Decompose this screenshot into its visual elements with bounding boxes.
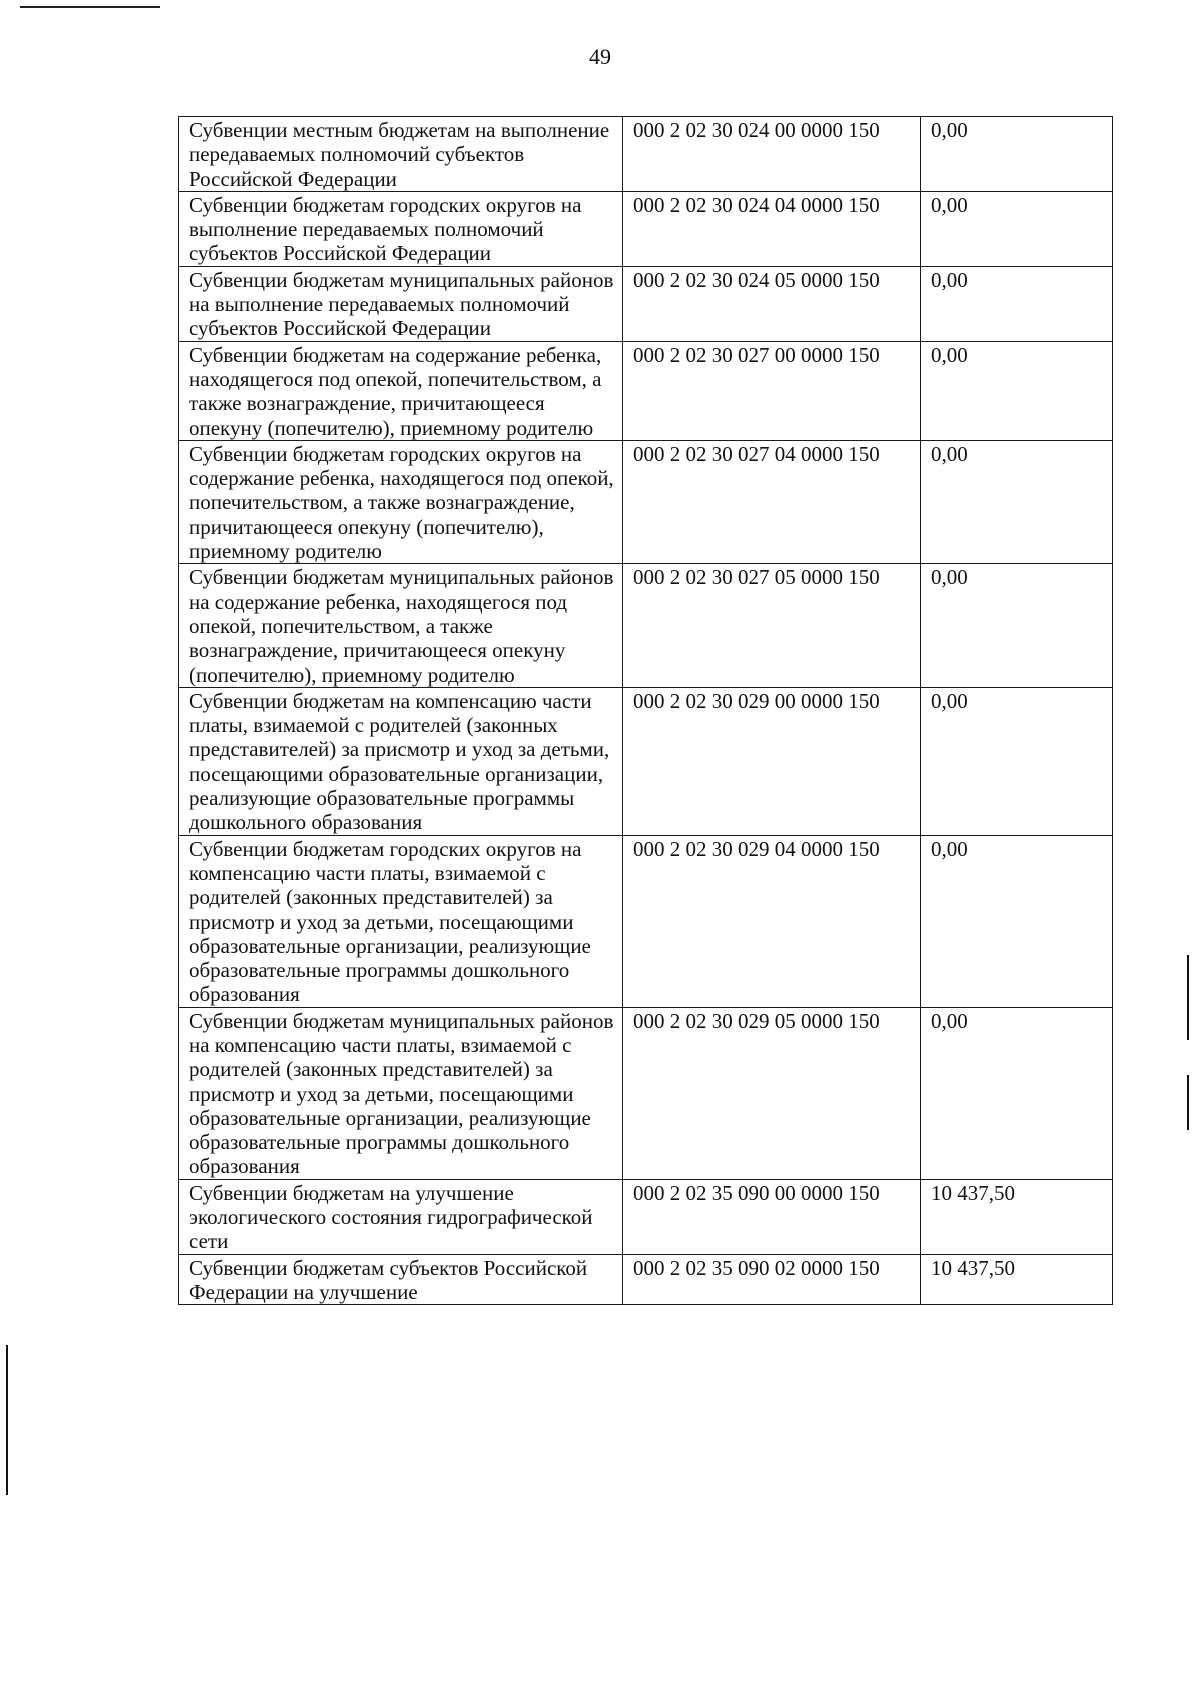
budget-code-cell: 000 2 02 30 024 05 0000 150 — [623, 266, 921, 341]
income-name-cell: Субвенции местным бюджетам на выполнение передаваемых полномочий субъектов Российской Федерации — [179, 117, 623, 192]
amount-cell: 0,00 — [921, 564, 1113, 687]
table-row — [179, 266, 1113, 341]
amount-cell: 0,00 — [921, 117, 1113, 192]
table-row — [179, 687, 1113, 835]
income-name-cell: Субвенции бюджетам на улучшение экологического состояния гидрографической сети — [179, 1179, 623, 1254]
budget-code-cell: 000 2 02 30 029 05 0000 150 — [623, 1007, 921, 1179]
income-name-cell: Субвенции бюджетам муниципальных районов на выполнение передаваемых полномочий субъектов Российской Федерации — [179, 266, 623, 341]
budget-code-cell: 000 2 02 30 027 05 0000 150 — [623, 564, 921, 687]
scan-artifact-line — [1187, 1075, 1189, 1130]
amount-cell: 0,00 — [921, 191, 1113, 266]
amount-cell: 10 437,50 — [921, 1254, 1113, 1305]
scan-artifact-line — [1187, 955, 1189, 1040]
table-row — [179, 1254, 1113, 1305]
income-name-cell: Субвенции бюджетам муниципальных районов на содержание ребенка, находящегося под опекой, попечительством, а также вознаграждение, причитающееся опекуну (попечителю), приемному родителю — [179, 564, 623, 687]
scan-artifact-line — [20, 6, 160, 8]
amount-cell: 10 437,50 — [921, 1179, 1113, 1254]
table-row — [179, 117, 1113, 192]
amount-cell: 0,00 — [921, 1007, 1113, 1179]
budget-code-cell: 000 2 02 30 024 00 0000 150 — [623, 117, 921, 192]
budget-code-cell: 000 2 02 35 090 02 0000 150 — [623, 1254, 921, 1305]
income-name-cell: Субвенции бюджетам на компенсацию части платы, взимаемой с родителей (законных представителей) за присмотр и уход за детьми, посещающими образовательные организации, реализующие образовательные программы дошкольного образования — [179, 687, 623, 835]
table-row — [179, 440, 1113, 563]
amount-cell: 0,00 — [921, 341, 1113, 440]
scan-artifact-line — [6, 1345, 8, 1495]
amount-cell: 0,00 — [921, 266, 1113, 341]
budget-code-cell: 000 2 02 30 029 04 0000 150 — [623, 835, 921, 1007]
budget-table — [178, 116, 1113, 1305]
page-number: 49 — [589, 44, 611, 69]
budget-code-cell: 000 2 02 30 027 00 0000 150 — [623, 341, 921, 440]
table-row — [179, 564, 1113, 687]
amount-cell: 0,00 — [921, 440, 1113, 563]
income-name-cell: Субвенции бюджетам на содержание ребенка, находящегося под опекой, попечительством, а также вознаграждение, причитающееся опекуну (попечителю), приемному родителю — [179, 341, 623, 440]
budget-code-cell: 000 2 02 30 029 00 0000 150 — [623, 687, 921, 835]
budget-code-cell: 000 2 02 30 027 04 0000 150 — [623, 440, 921, 563]
income-name-cell: Субвенции бюджетам городских округов на содержание ребенка, находящегося под опекой, попечительством, а также вознаграждение, причитающееся опекуну (попечителю), приемному родителю — [179, 440, 623, 563]
amount-cell: 0,00 — [921, 687, 1113, 835]
table-row — [179, 341, 1113, 440]
table-row — [179, 191, 1113, 266]
table-row — [179, 835, 1113, 1007]
table-row — [179, 1007, 1113, 1179]
income-name-cell: Субвенции бюджетам субъектов Российской Федерации на улучшение — [179, 1254, 623, 1305]
table-row — [179, 1179, 1113, 1254]
income-name-cell: Субвенции бюджетам городских округов на компенсацию части платы, взимаемой с родителей (законных представителей) за присмотр и уход за детьми, посещающими образовательные организации, реализующие образовательные программы дошкольного образования — [179, 835, 623, 1007]
amount-cell: 0,00 — [921, 835, 1113, 1007]
budget-code-cell: 000 2 02 30 024 04 0000 150 — [623, 191, 921, 266]
income-name-cell: Субвенции бюджетам городских округов на выполнение передаваемых полномочий субъектов Российской Федерации — [179, 191, 623, 266]
income-name-cell: Субвенции бюджетам муниципальных районов на компенсацию части платы, взимаемой с родителей (законных представителей) за присмотр и уход за детьми, посещающими образовательные организации, реализующие образовательные программы дошкольного образования — [179, 1007, 623, 1179]
budget-code-cell: 000 2 02 35 090 00 0000 150 — [623, 1179, 921, 1254]
